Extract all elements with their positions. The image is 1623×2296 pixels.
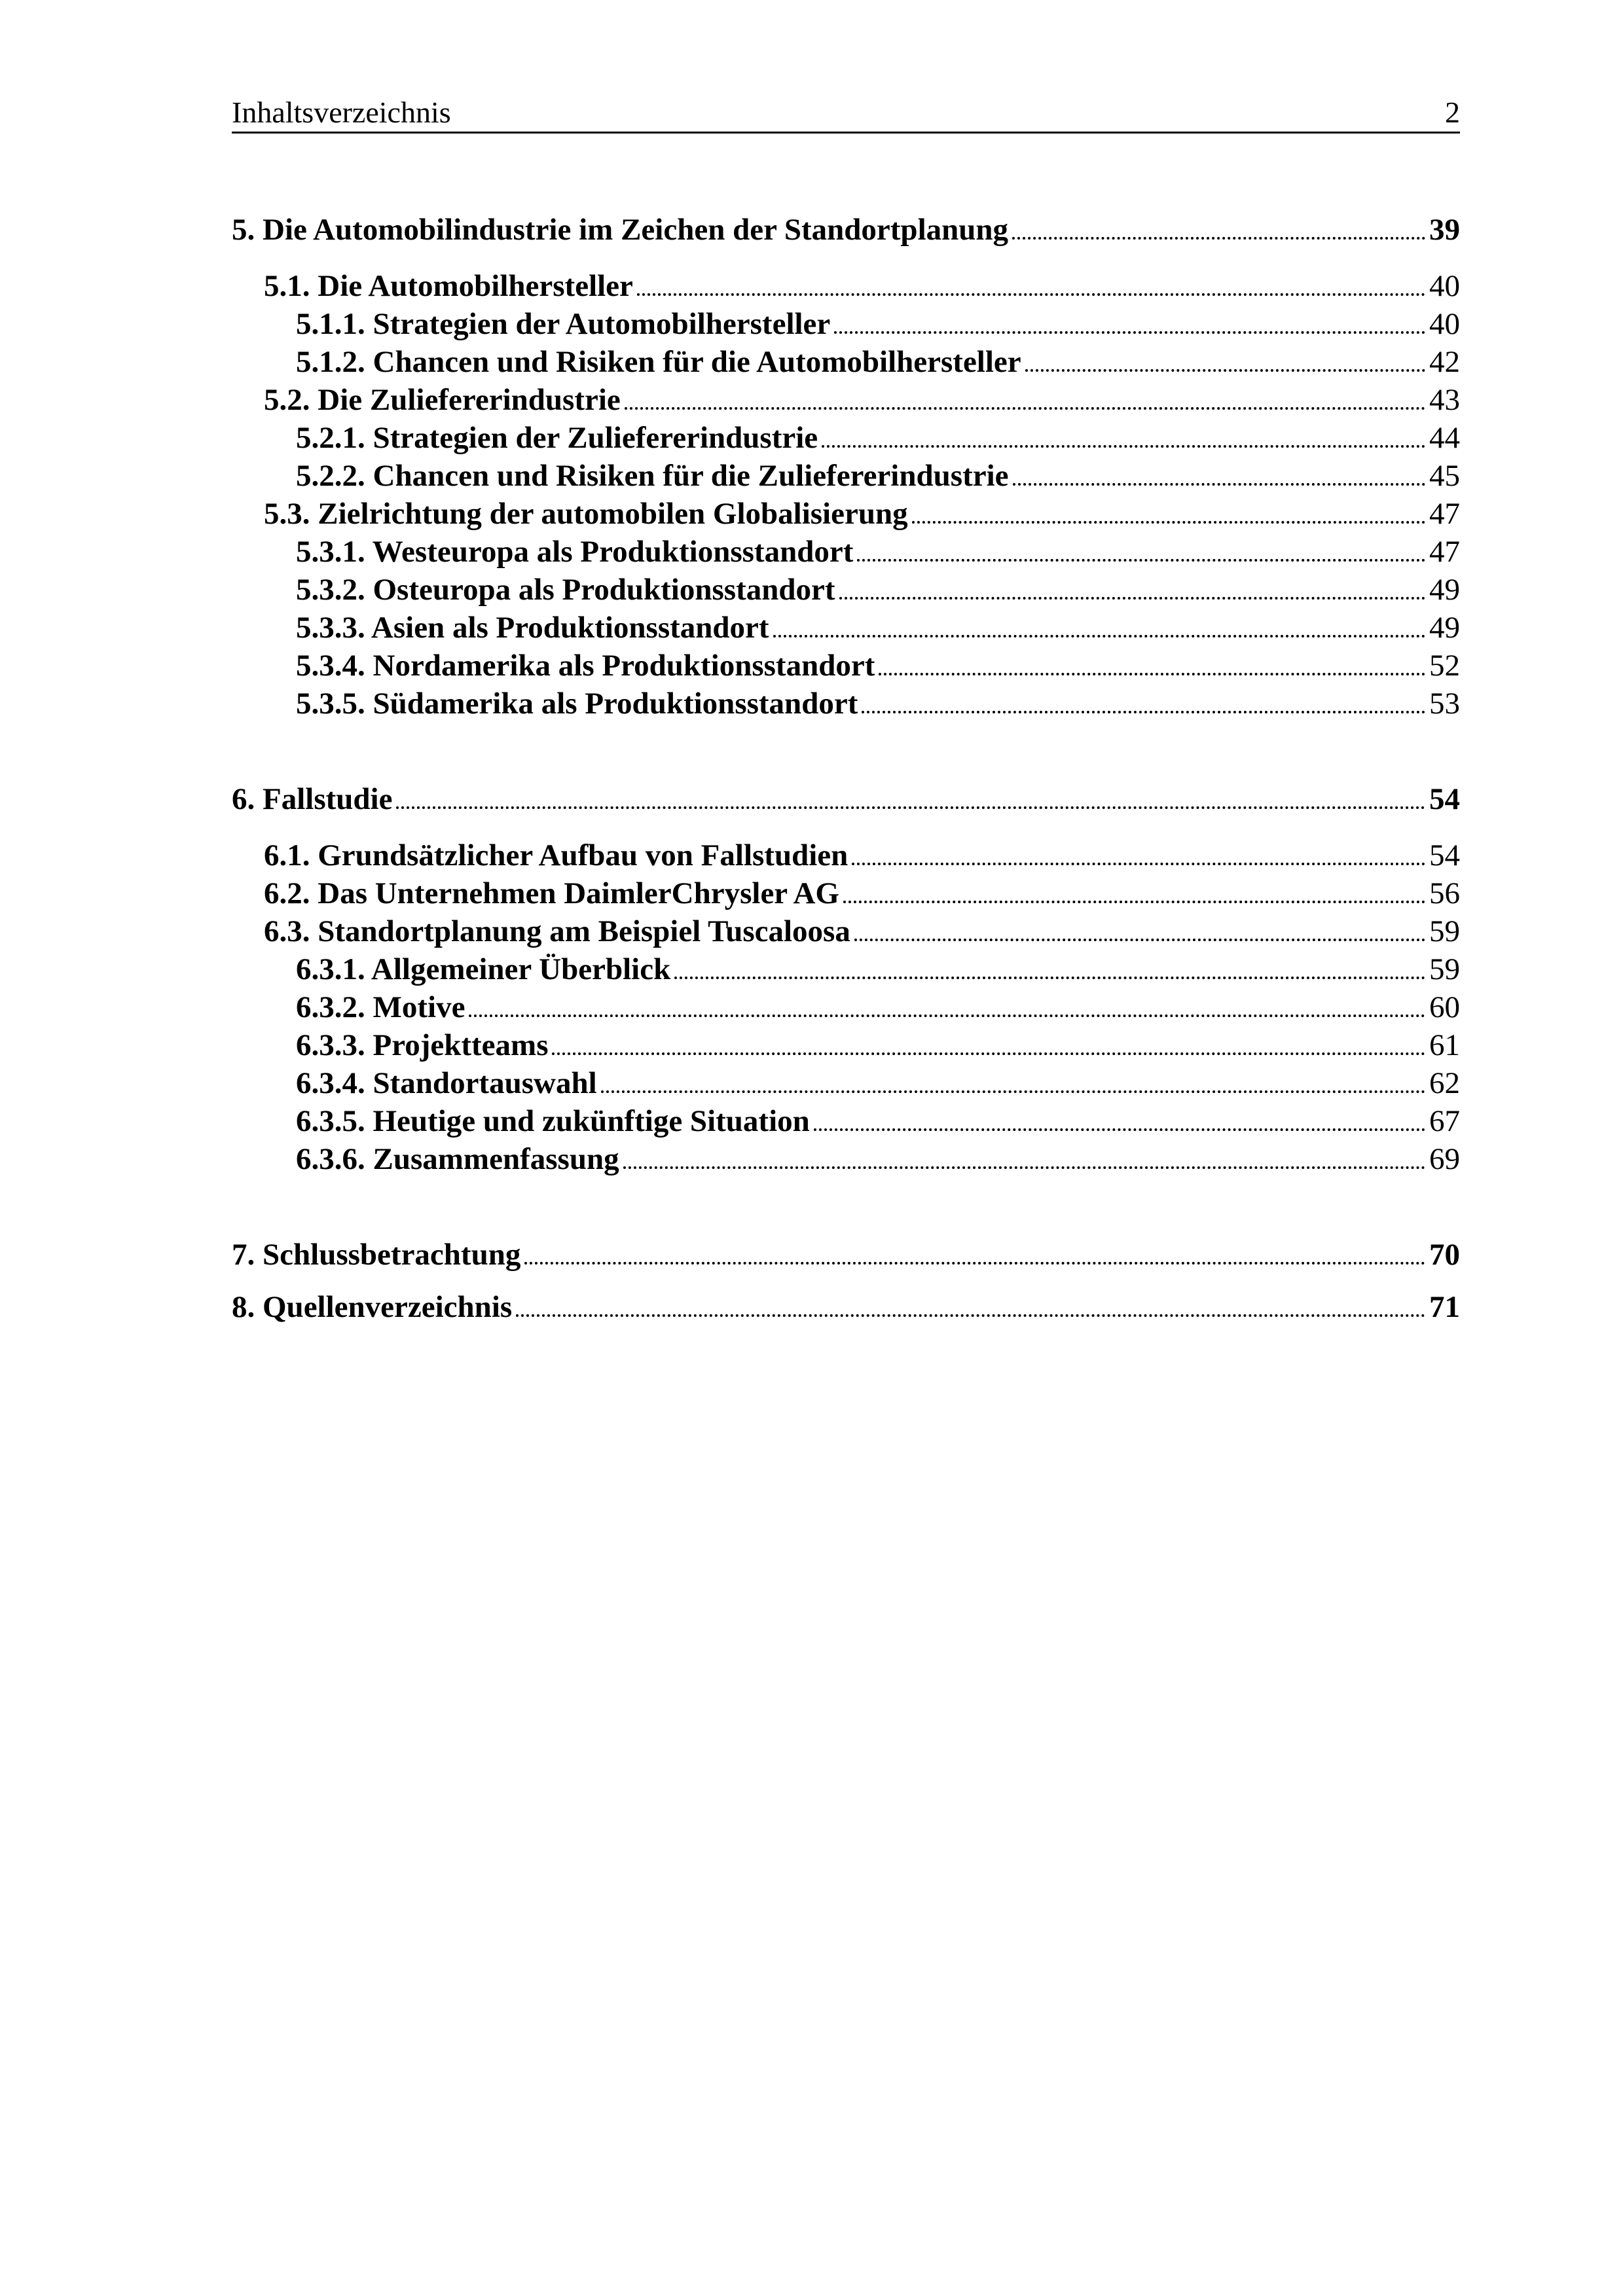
toc-dot-leader bbox=[396, 806, 1425, 809]
toc-entry-title: 5.3.5. Südamerika als Produktionsstandort bbox=[296, 687, 858, 721]
toc-entry[interactable] bbox=[232, 1236, 1460, 1274]
toc-dot-leader bbox=[1013, 483, 1425, 486]
toc-dot-leader bbox=[862, 711, 1425, 713]
toc-dot-leader bbox=[912, 521, 1425, 524]
toc-entry[interactable] bbox=[296, 419, 1460, 457]
toc-entry-title: 6.3.5. Heutige und zukünftige Situation bbox=[296, 1104, 810, 1138]
toc-entry-title: 5.2.1. Strategien der Zuliefererindustrie bbox=[296, 421, 818, 455]
toc-entry-page: 45 bbox=[1429, 459, 1460, 493]
toc-dot-leader bbox=[601, 1090, 1425, 1093]
toc-entry-page: 49 bbox=[1429, 611, 1460, 645]
toc-entry-title: 5.2. Die Zuliefererindustrie bbox=[264, 383, 621, 417]
toc-entry-page: 47 bbox=[1429, 497, 1460, 531]
toc-entry-title: 6.3.3. Projektteams bbox=[296, 1028, 549, 1062]
toc-entry-page: 70 bbox=[1429, 1238, 1460, 1272]
toc-entry-page: 56 bbox=[1429, 876, 1460, 910]
toc-entry[interactable] bbox=[264, 267, 1460, 305]
toc-entry[interactable] bbox=[296, 647, 1460, 685]
header-page-number: 2 bbox=[1445, 96, 1460, 129]
toc-entry[interactable] bbox=[296, 457, 1460, 495]
toc-dot-leader bbox=[674, 977, 1425, 979]
toc-entry-title: 5.3.3. Asien als Produktionsstandort bbox=[296, 611, 769, 645]
toc-entry[interactable] bbox=[296, 1140, 1460, 1178]
toc-entry[interactable] bbox=[232, 780, 1460, 818]
toc-entry-page: 47 bbox=[1429, 535, 1460, 569]
toc-entry[interactable] bbox=[296, 305, 1460, 343]
toc-entry-title: 5.3. Zielrichtung der automobilen Globalisierung bbox=[264, 497, 908, 531]
toc-entry[interactable] bbox=[264, 495, 1460, 533]
toc-dot-leader bbox=[822, 445, 1425, 448]
toc-dot-leader bbox=[854, 939, 1425, 941]
toc-entry-page: 43 bbox=[1429, 383, 1460, 417]
toc-entry-page: 59 bbox=[1429, 952, 1460, 986]
toc-entry-page: 39 bbox=[1429, 213, 1460, 247]
toc-dot-leader bbox=[1012, 237, 1425, 240]
toc-dot-leader bbox=[843, 901, 1425, 903]
toc-entry[interactable] bbox=[264, 381, 1460, 419]
toc-entry-title: 5.2.2. Chancen und Risiken für die Zuliefererindustrie bbox=[296, 459, 1009, 493]
toc-dot-leader bbox=[623, 1166, 1425, 1169]
toc-entry[interactable] bbox=[264, 874, 1460, 912]
toc-dot-leader bbox=[516, 1314, 1425, 1317]
toc-entry-page: 62 bbox=[1429, 1066, 1460, 1100]
toc-entry[interactable] bbox=[296, 343, 1460, 381]
toc-entry-title: 7. Schlussbetrachtung bbox=[232, 1238, 521, 1272]
header-title: Inhaltsverzeichnis bbox=[232, 96, 451, 129]
toc-entry[interactable] bbox=[296, 685, 1460, 723]
toc-entry-page: 59 bbox=[1429, 914, 1460, 948]
toc-entry-title: 5.1.2. Chancen und Risiken für die Automobilhersteller bbox=[296, 345, 1021, 379]
toc-entry-title: 6.3.2. Motive bbox=[296, 990, 465, 1024]
toc-dot-leader bbox=[637, 293, 1425, 296]
toc-entry-page: 40 bbox=[1429, 307, 1460, 341]
toc-entry-title: 6. Fallstudie bbox=[232, 782, 393, 816]
toc-entry-page: 44 bbox=[1429, 421, 1460, 455]
toc-entry-page: 61 bbox=[1429, 1028, 1460, 1062]
toc-entry-page: 53 bbox=[1429, 687, 1460, 721]
toc-dot-leader bbox=[839, 597, 1425, 600]
toc-entry-page: 54 bbox=[1429, 782, 1460, 816]
toc-entry-title: 6.3.6. Zusammenfassung bbox=[296, 1142, 619, 1176]
toc-entry-title: 6.3. Standortplanung am Beispiel Tuscaloosa bbox=[264, 914, 850, 948]
toc-dot-leader bbox=[773, 635, 1425, 637]
toc-dot-leader bbox=[857, 559, 1425, 562]
toc-entry-page: 40 bbox=[1429, 269, 1460, 303]
toc-dot-leader bbox=[552, 1052, 1425, 1055]
toc-entry[interactable] bbox=[232, 1288, 1460, 1326]
toc-entry-page: 49 bbox=[1429, 573, 1460, 607]
toc-dot-leader bbox=[524, 1262, 1425, 1265]
toc-entry[interactable] bbox=[264, 836, 1460, 874]
toc-dot-leader bbox=[834, 331, 1425, 334]
toc-entry[interactable] bbox=[232, 211, 1460, 249]
toc-entry[interactable] bbox=[264, 912, 1460, 950]
toc-entry[interactable] bbox=[296, 950, 1460, 988]
toc-entry-page: 42 bbox=[1429, 345, 1460, 379]
toc-entry-page: 67 bbox=[1429, 1104, 1460, 1138]
toc-entry-page: 71 bbox=[1429, 1290, 1460, 1324]
toc-entry[interactable] bbox=[296, 533, 1460, 571]
toc-entry-title: 5. Die Automobilindustrie im Zeichen der Standortplanung bbox=[232, 213, 1009, 247]
toc-entry-title: 6.1. Grundsätzlicher Aufbau von Fallstudien bbox=[264, 838, 848, 872]
toc-entry-title: 8. Quellenverzeichnis bbox=[232, 1290, 513, 1324]
toc-dot-leader bbox=[852, 863, 1425, 865]
toc-entry-title: 5.3.1. Westeuropa als Produktionsstandort bbox=[296, 535, 854, 569]
toc-entry-title: 5.1.1. Strategien der Automobilhersteller bbox=[296, 307, 831, 341]
toc-dot-leader bbox=[625, 407, 1425, 410]
toc-entry-title: 6.3.4. Standortauswahl bbox=[296, 1066, 597, 1100]
toc-entry[interactable] bbox=[296, 1026, 1460, 1064]
toc-entry-page: 54 bbox=[1429, 838, 1460, 872]
toc-entry-title: 6.2. Das Unternehmen DaimlerChrysler AG bbox=[264, 876, 839, 910]
toc-dot-leader bbox=[879, 673, 1425, 675]
toc-dot-leader bbox=[814, 1128, 1425, 1131]
toc-entry-title: 6.3.1. Allgemeiner Überblick bbox=[296, 952, 671, 986]
toc-entry-page: 69 bbox=[1429, 1142, 1460, 1176]
toc-entry[interactable] bbox=[296, 1064, 1460, 1102]
toc-dot-leader bbox=[469, 1014, 1425, 1017]
toc-entry-title: 5.3.4. Nordamerika als Produktionsstandort bbox=[296, 649, 875, 683]
toc-entry[interactable] bbox=[296, 609, 1460, 647]
toc-entry-title: 5.1. Die Automobilhersteller bbox=[264, 269, 633, 303]
toc-entry[interactable] bbox=[296, 988, 1460, 1026]
toc-entry[interactable] bbox=[296, 571, 1460, 609]
toc-entry-title: 5.3.2. Osteuropa als Produktionsstandort bbox=[296, 573, 835, 607]
toc-entry-page: 52 bbox=[1429, 649, 1460, 683]
toc-dot-leader bbox=[1025, 369, 1425, 372]
toc-entry[interactable] bbox=[296, 1102, 1460, 1140]
toc-entry-page: 60 bbox=[1429, 990, 1460, 1024]
page-header bbox=[232, 94, 1460, 134]
